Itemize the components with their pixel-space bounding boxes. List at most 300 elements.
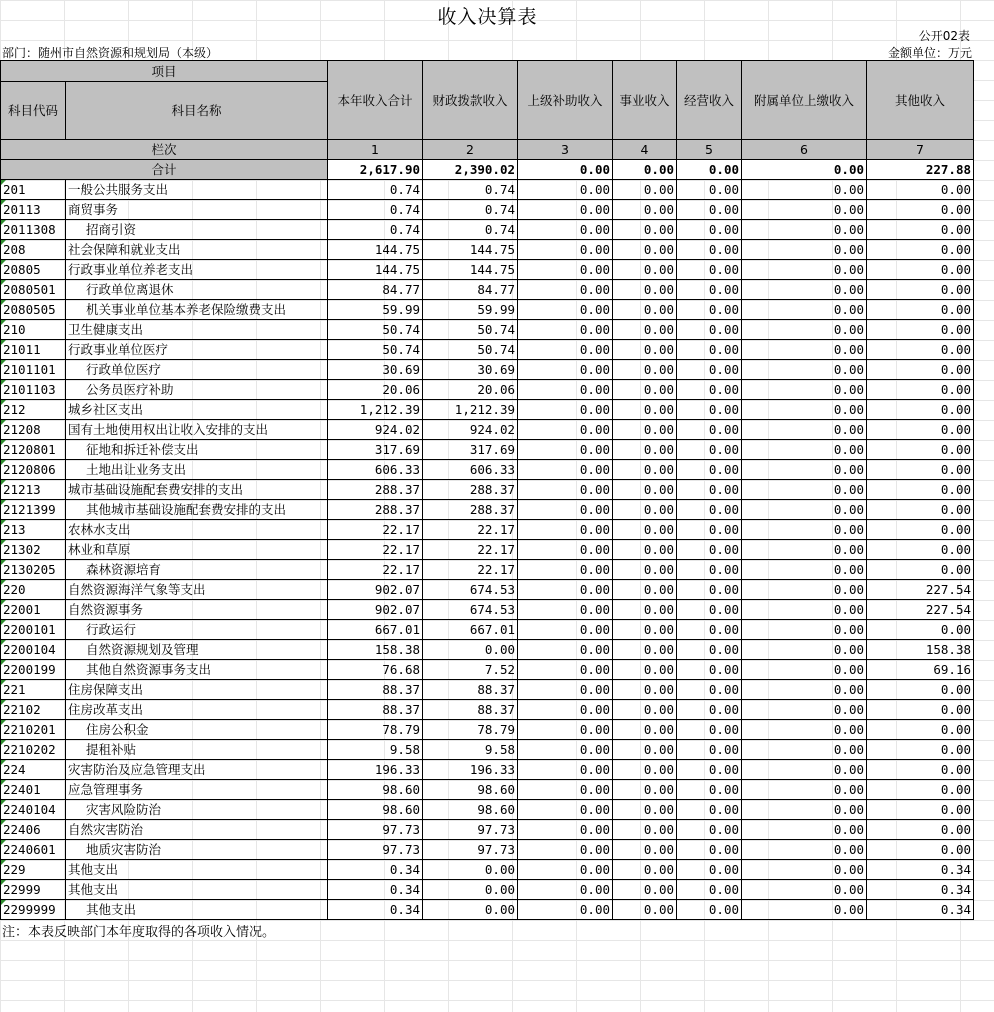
value-cell: 288.37 — [328, 480, 423, 500]
value-cell: 0.00 — [677, 740, 742, 760]
value-cell: 22.17 — [328, 560, 423, 580]
subject-name-cell: 应急管理事务 — [66, 780, 328, 800]
department-label: 部门：随州市自然资源和规划局（本级） — [2, 46, 219, 60]
subject-name-cell: 住房保障支出 — [66, 680, 328, 700]
value-cell: 0.00 — [613, 360, 677, 380]
subject-name-cell: 卫生健康支出 — [66, 320, 328, 340]
header-code: 科目代码 — [1, 82, 66, 140]
value-cell: 0.00 — [613, 660, 677, 680]
table-row — [1, 660, 974, 680]
subject-name-cell: 农林水支出 — [66, 520, 328, 540]
value-cell: 0.00 — [613, 600, 677, 620]
value-cell: 0.00 — [867, 260, 974, 280]
value-cell: 0.74 — [423, 180, 518, 200]
value-cell: 0.00 — [742, 300, 867, 320]
subject-name-cell: 公务员医疗补助 — [66, 380, 328, 400]
value-cell: 0.00 — [518, 180, 613, 200]
header-col-2: 财政拨款收入 — [423, 61, 518, 140]
value-cell: 144.75 — [328, 260, 423, 280]
value-cell: 227.54 — [867, 600, 974, 620]
value-cell: 0.00 — [423, 860, 518, 880]
value-cell: 0.00 — [867, 360, 974, 380]
column-number: 3 — [518, 140, 613, 160]
subject-name-cell: 自然资源规划及管理 — [66, 640, 328, 660]
subject-code-cell: 2080505 — [1, 300, 66, 320]
value-cell: 0.00 — [742, 220, 867, 240]
table-row — [1, 440, 974, 460]
value-cell: 0.00 — [613, 300, 677, 320]
value-cell: 0.00 — [677, 660, 742, 680]
value-cell: 0.00 — [518, 300, 613, 320]
table-row — [1, 800, 974, 820]
value-cell: 0.00 — [518, 540, 613, 560]
subject-name-cell: 城市基础设施配套费安排的支出 — [66, 480, 328, 500]
table-row — [1, 420, 974, 440]
table-row — [1, 700, 974, 720]
table-row — [1, 240, 974, 260]
subject-code-cell: 2200101 — [1, 620, 66, 640]
value-cell: 0.00 — [867, 440, 974, 460]
amount-unit-label: 金额单位：万元 — [887, 46, 972, 60]
value-cell: 0.00 — [423, 640, 518, 660]
value-cell: 0.00 — [742, 240, 867, 260]
subject-name-cell: 自然资源海洋气象等支出 — [66, 580, 328, 600]
value-cell: 0.00 — [677, 900, 742, 920]
subject-name-cell: 林业和草原 — [66, 540, 328, 560]
table-row — [1, 180, 974, 200]
value-cell: 0.00 — [742, 680, 867, 700]
value-cell: 0.00 — [677, 560, 742, 580]
subject-code-cell: 2011308 — [1, 220, 66, 240]
subject-name-cell: 其他支出 — [66, 900, 328, 920]
value-cell: 0.00 — [867, 840, 974, 860]
subject-code-cell: 221 — [1, 680, 66, 700]
footnote: 注：本表反映部门本年度取得的各项收入情况。 — [2, 925, 276, 940]
subject-name-cell: 行政单位医疗 — [66, 360, 328, 380]
subject-name-cell: 其他自然资源事务支出 — [66, 660, 328, 680]
value-cell: 0.00 — [742, 440, 867, 460]
table-code-label: 公开02表 — [918, 29, 970, 43]
table-row — [1, 360, 974, 380]
header-col-7: 其他收入 — [867, 61, 974, 140]
total-value: 0.00 — [613, 160, 677, 180]
value-cell: 317.69 — [328, 440, 423, 460]
value-cell: 158.38 — [867, 640, 974, 660]
value-cell: 22.17 — [328, 520, 423, 540]
subject-name-cell: 机关事业单位基本养老保险缴费支出 — [66, 300, 328, 320]
table-row — [1, 780, 974, 800]
value-cell: 0.00 — [518, 740, 613, 760]
value-cell: 196.33 — [423, 760, 518, 780]
value-cell: 902.07 — [328, 600, 423, 620]
value-cell: 0.00 — [518, 680, 613, 700]
value-cell: 0.00 — [867, 800, 974, 820]
value-cell: 0.00 — [742, 180, 867, 200]
value-cell: 22.17 — [328, 540, 423, 560]
value-cell: 88.37 — [423, 700, 518, 720]
subject-code-cell: 2200199 — [1, 660, 66, 680]
value-cell: 0.00 — [613, 500, 677, 520]
subject-name-cell: 自然资源事务 — [66, 600, 328, 620]
value-cell: 0.00 — [867, 520, 974, 540]
subject-name-cell: 征地和拆迁补偿支出 — [66, 440, 328, 460]
subject-name-cell: 地质灾害防治 — [66, 840, 328, 860]
value-cell: 288.37 — [423, 500, 518, 520]
table-row — [1, 520, 974, 540]
subject-code-cell: 21302 — [1, 540, 66, 560]
subject-name-cell: 灾害风险防治 — [66, 800, 328, 820]
table-row — [1, 460, 974, 480]
table-row — [1, 340, 974, 360]
value-cell: 0.00 — [423, 900, 518, 920]
value-cell: 0.00 — [613, 400, 677, 420]
value-cell: 0.00 — [518, 580, 613, 600]
value-cell: 0.74 — [328, 220, 423, 240]
subject-name-cell: 社会保障和就业支出 — [66, 240, 328, 260]
value-cell: 50.74 — [328, 340, 423, 360]
subject-name-cell: 森林资源培育 — [66, 560, 328, 580]
table-row — [1, 600, 974, 620]
value-cell: 22.17 — [423, 520, 518, 540]
value-cell: 0.00 — [613, 260, 677, 280]
value-cell: 0.34 — [867, 860, 974, 880]
value-cell: 0.34 — [328, 860, 423, 880]
value-cell: 0.00 — [742, 540, 867, 560]
table-row — [1, 900, 974, 920]
value-cell: 0.00 — [677, 400, 742, 420]
value-cell: 0.00 — [677, 360, 742, 380]
table-row — [1, 720, 974, 740]
table-row — [1, 220, 974, 240]
value-cell: 0.00 — [613, 720, 677, 740]
value-cell: 0.00 — [742, 880, 867, 900]
table-row — [1, 560, 974, 580]
value-cell: 0.00 — [518, 340, 613, 360]
table-row — [1, 820, 974, 840]
subject-code-cell: 21213 — [1, 480, 66, 500]
subject-name-cell: 其他支出 — [66, 860, 328, 880]
value-cell: 0.00 — [867, 220, 974, 240]
value-cell: 0.00 — [867, 300, 974, 320]
total-label: 合计 — [1, 160, 328, 180]
value-cell: 0.74 — [328, 180, 423, 200]
value-cell: 0.00 — [867, 460, 974, 480]
value-cell: 0.00 — [613, 380, 677, 400]
subject-code-cell: 2240104 — [1, 800, 66, 820]
value-cell: 0.00 — [518, 800, 613, 820]
value-cell: 1,212.39 — [328, 400, 423, 420]
subject-code-cell: 224 — [1, 760, 66, 780]
value-cell: 0.00 — [613, 460, 677, 480]
value-cell: 0.00 — [518, 440, 613, 460]
value-cell: 0.00 — [867, 620, 974, 640]
value-cell: 0.00 — [518, 860, 613, 880]
value-cell: 0.00 — [677, 840, 742, 860]
value-cell: 0.00 — [518, 840, 613, 860]
header-col-1: 本年收入合计 — [328, 61, 423, 140]
value-cell: 9.58 — [423, 740, 518, 760]
column-number: 7 — [867, 140, 974, 160]
value-cell: 902.07 — [328, 580, 423, 600]
value-cell: 0.00 — [518, 600, 613, 620]
value-cell: 0.74 — [328, 200, 423, 220]
value-cell: 0.00 — [867, 340, 974, 360]
subject-code-cell: 2210202 — [1, 740, 66, 760]
table-row — [1, 680, 974, 700]
value-cell: 196.33 — [328, 760, 423, 780]
subject-code-cell: 21208 — [1, 420, 66, 440]
value-cell: 0.00 — [742, 600, 867, 620]
value-cell: 0.00 — [677, 200, 742, 220]
value-cell: 158.38 — [328, 640, 423, 660]
value-cell: 0.00 — [677, 780, 742, 800]
value-cell: 50.74 — [328, 320, 423, 340]
table-row — [1, 280, 974, 300]
value-cell: 0.00 — [677, 680, 742, 700]
value-cell: 0.00 — [742, 500, 867, 520]
subject-name-cell: 住房公积金 — [66, 720, 328, 740]
value-cell: 227.54 — [867, 580, 974, 600]
total-value: 2,617.90 — [328, 160, 423, 180]
value-cell: 0.00 — [677, 860, 742, 880]
subject-name-cell: 一般公共服务支出 — [66, 180, 328, 200]
subject-name-cell: 行政事业单位养老支出 — [66, 260, 328, 280]
subject-code-cell: 2101103 — [1, 380, 66, 400]
value-cell: 0.00 — [742, 380, 867, 400]
value-cell: 0.00 — [613, 280, 677, 300]
value-cell: 0.00 — [742, 820, 867, 840]
subject-code-cell: 2130205 — [1, 560, 66, 580]
value-cell: 0.00 — [677, 700, 742, 720]
value-cell: 0.00 — [742, 520, 867, 540]
value-cell: 0.00 — [742, 580, 867, 600]
table-row — [1, 500, 974, 520]
value-cell: 0.00 — [867, 380, 974, 400]
value-cell: 0.00 — [518, 420, 613, 440]
value-cell: 0.00 — [867, 700, 974, 720]
table-row — [1, 400, 974, 420]
value-cell: 0.00 — [518, 760, 613, 780]
value-cell: 0.00 — [613, 560, 677, 580]
value-cell: 7.52 — [423, 660, 518, 680]
value-cell: 0.00 — [677, 320, 742, 340]
value-cell: 0.00 — [677, 340, 742, 360]
value-cell: 0.00 — [742, 900, 867, 920]
table-row — [1, 380, 974, 400]
value-cell: 0.00 — [518, 500, 613, 520]
subject-code-cell: 21011 — [1, 340, 66, 360]
subject-code-cell: 2080501 — [1, 280, 66, 300]
value-cell: 98.60 — [328, 780, 423, 800]
value-cell: 97.73 — [328, 840, 423, 860]
value-cell: 0.00 — [677, 180, 742, 200]
value-cell: 0.00 — [677, 540, 742, 560]
value-cell: 0.00 — [742, 480, 867, 500]
value-cell: 20.06 — [328, 380, 423, 400]
value-cell: 0.00 — [613, 180, 677, 200]
column-number: 5 — [677, 140, 742, 160]
table-row — [1, 540, 974, 560]
subject-code-cell: 2240601 — [1, 840, 66, 860]
value-cell: 0.00 — [867, 780, 974, 800]
header-name: 科目名称 — [66, 82, 328, 140]
value-cell: 0.00 — [677, 880, 742, 900]
subject-code-cell: 2120801 — [1, 440, 66, 460]
subject-name-cell: 提租补贴 — [66, 740, 328, 760]
value-cell: 59.99 — [423, 300, 518, 320]
value-cell: 0.00 — [518, 560, 613, 580]
subject-code-cell: 20805 — [1, 260, 66, 280]
value-cell: 59.99 — [328, 300, 423, 320]
value-cell: 0.00 — [867, 720, 974, 740]
value-cell: 84.77 — [423, 280, 518, 300]
value-cell: 30.69 — [423, 360, 518, 380]
subject-name-cell: 灾害防治及应急管理支出 — [66, 760, 328, 780]
value-cell: 0.00 — [677, 380, 742, 400]
column-number: 2 — [423, 140, 518, 160]
value-cell: 78.79 — [423, 720, 518, 740]
value-cell: 0.00 — [613, 340, 677, 360]
value-cell: 0.00 — [677, 440, 742, 460]
value-cell: 674.53 — [423, 580, 518, 600]
value-cell: 9.58 — [328, 740, 423, 760]
value-cell: 144.75 — [328, 240, 423, 260]
table-row — [1, 620, 974, 640]
value-cell: 0.00 — [867, 400, 974, 420]
subject-name-cell: 土地出让业务支出 — [66, 460, 328, 480]
subject-code-cell: 212 — [1, 400, 66, 420]
table-row — [1, 260, 974, 280]
value-cell: 0.00 — [518, 380, 613, 400]
header-col-6: 附属单位上缴收入 — [742, 61, 867, 140]
value-cell: 0.00 — [867, 500, 974, 520]
value-cell: 0.34 — [328, 880, 423, 900]
value-cell: 0.00 — [613, 420, 677, 440]
value-cell: 0.00 — [613, 780, 677, 800]
value-cell: 0.00 — [518, 620, 613, 640]
value-cell: 0.00 — [742, 620, 867, 640]
value-cell: 0.00 — [518, 240, 613, 260]
value-cell: 0.00 — [742, 760, 867, 780]
subject-name-cell: 其他支出 — [66, 880, 328, 900]
subject-name-cell: 行政事业单位医疗 — [66, 340, 328, 360]
value-cell: 288.37 — [328, 500, 423, 520]
value-cell: 0.00 — [742, 340, 867, 360]
subject-name-cell: 城乡社区支出 — [66, 400, 328, 420]
subject-code-cell: 2299999 — [1, 900, 66, 920]
value-cell: 0.00 — [742, 800, 867, 820]
value-cell: 97.73 — [423, 840, 518, 860]
value-cell: 0.00 — [742, 320, 867, 340]
subject-code-cell: 210 — [1, 320, 66, 340]
subject-name-cell: 商贸事务 — [66, 200, 328, 220]
value-cell: 0.00 — [613, 580, 677, 600]
value-cell: 0.00 — [677, 300, 742, 320]
value-cell: 88.37 — [423, 680, 518, 700]
subject-code-cell: 22102 — [1, 700, 66, 720]
value-cell: 667.01 — [423, 620, 518, 640]
value-cell: 0.00 — [613, 840, 677, 860]
value-cell: 98.60 — [423, 800, 518, 820]
value-cell: 0.00 — [677, 240, 742, 260]
value-cell: 0.00 — [867, 760, 974, 780]
value-cell: 0.00 — [867, 740, 974, 760]
value-cell: 0.00 — [518, 900, 613, 920]
value-cell: 0.00 — [867, 320, 974, 340]
table-row — [1, 300, 974, 320]
value-cell: 0.00 — [613, 640, 677, 660]
value-cell: 0.00 — [518, 780, 613, 800]
value-cell: 0.00 — [867, 180, 974, 200]
value-cell: 0.00 — [677, 600, 742, 620]
value-cell: 0.74 — [423, 220, 518, 240]
value-cell: 0.00 — [867, 420, 974, 440]
header-col-4: 事业收入 — [613, 61, 677, 140]
value-cell: 0.00 — [677, 480, 742, 500]
value-cell: 0.00 — [677, 260, 742, 280]
report-title: 收入决算表 — [437, 6, 538, 28]
subject-code-cell: 22406 — [1, 820, 66, 840]
value-cell: 0.00 — [613, 320, 677, 340]
value-cell: 0.00 — [613, 520, 677, 540]
table-row — [1, 760, 974, 780]
value-cell: 0.00 — [518, 660, 613, 680]
value-cell: 0.00 — [518, 520, 613, 540]
value-cell: 0.00 — [867, 200, 974, 220]
header-item: 项目 — [1, 61, 328, 82]
subject-code-cell: 20113 — [1, 200, 66, 220]
value-cell: 0.00 — [613, 240, 677, 260]
value-cell: 0.00 — [677, 720, 742, 740]
value-cell: 0.00 — [742, 640, 867, 660]
value-cell: 0.00 — [613, 820, 677, 840]
value-cell: 0.00 — [518, 720, 613, 740]
value-cell: 97.73 — [328, 820, 423, 840]
value-cell: 0.00 — [518, 460, 613, 480]
column-number: 4 — [613, 140, 677, 160]
value-cell: 0.00 — [613, 800, 677, 820]
value-cell: 97.73 — [423, 820, 518, 840]
subject-code-cell: 2101101 — [1, 360, 66, 380]
subject-name-cell: 其他城市基础设施配套费安排的支出 — [66, 500, 328, 520]
value-cell: 0.00 — [613, 740, 677, 760]
value-cell: 144.75 — [423, 260, 518, 280]
subject-name-cell: 行政运行 — [66, 620, 328, 640]
table-row — [1, 200, 974, 220]
value-cell: 606.33 — [423, 460, 518, 480]
value-cell: 0.00 — [677, 620, 742, 640]
value-cell: 50.74 — [423, 320, 518, 340]
value-cell: 69.16 — [867, 660, 974, 680]
subject-name-cell: 自然灾害防治 — [66, 820, 328, 840]
value-cell: 0.00 — [867, 540, 974, 560]
row-label: 栏次 — [1, 140, 328, 160]
header-col-5: 经营收入 — [677, 61, 742, 140]
value-cell: 0.00 — [742, 660, 867, 680]
value-cell: 0.00 — [742, 860, 867, 880]
total-value: 0.00 — [677, 160, 742, 180]
value-cell: 0.00 — [518, 360, 613, 380]
value-cell: 0.00 — [518, 640, 613, 660]
value-cell: 98.60 — [423, 780, 518, 800]
value-cell: 0.00 — [677, 220, 742, 240]
value-cell: 0.34 — [328, 900, 423, 920]
value-cell: 0.00 — [742, 720, 867, 740]
table-row — [1, 640, 974, 660]
value-cell: 0.00 — [613, 440, 677, 460]
table-row — [1, 880, 974, 900]
value-cell: 317.69 — [423, 440, 518, 460]
